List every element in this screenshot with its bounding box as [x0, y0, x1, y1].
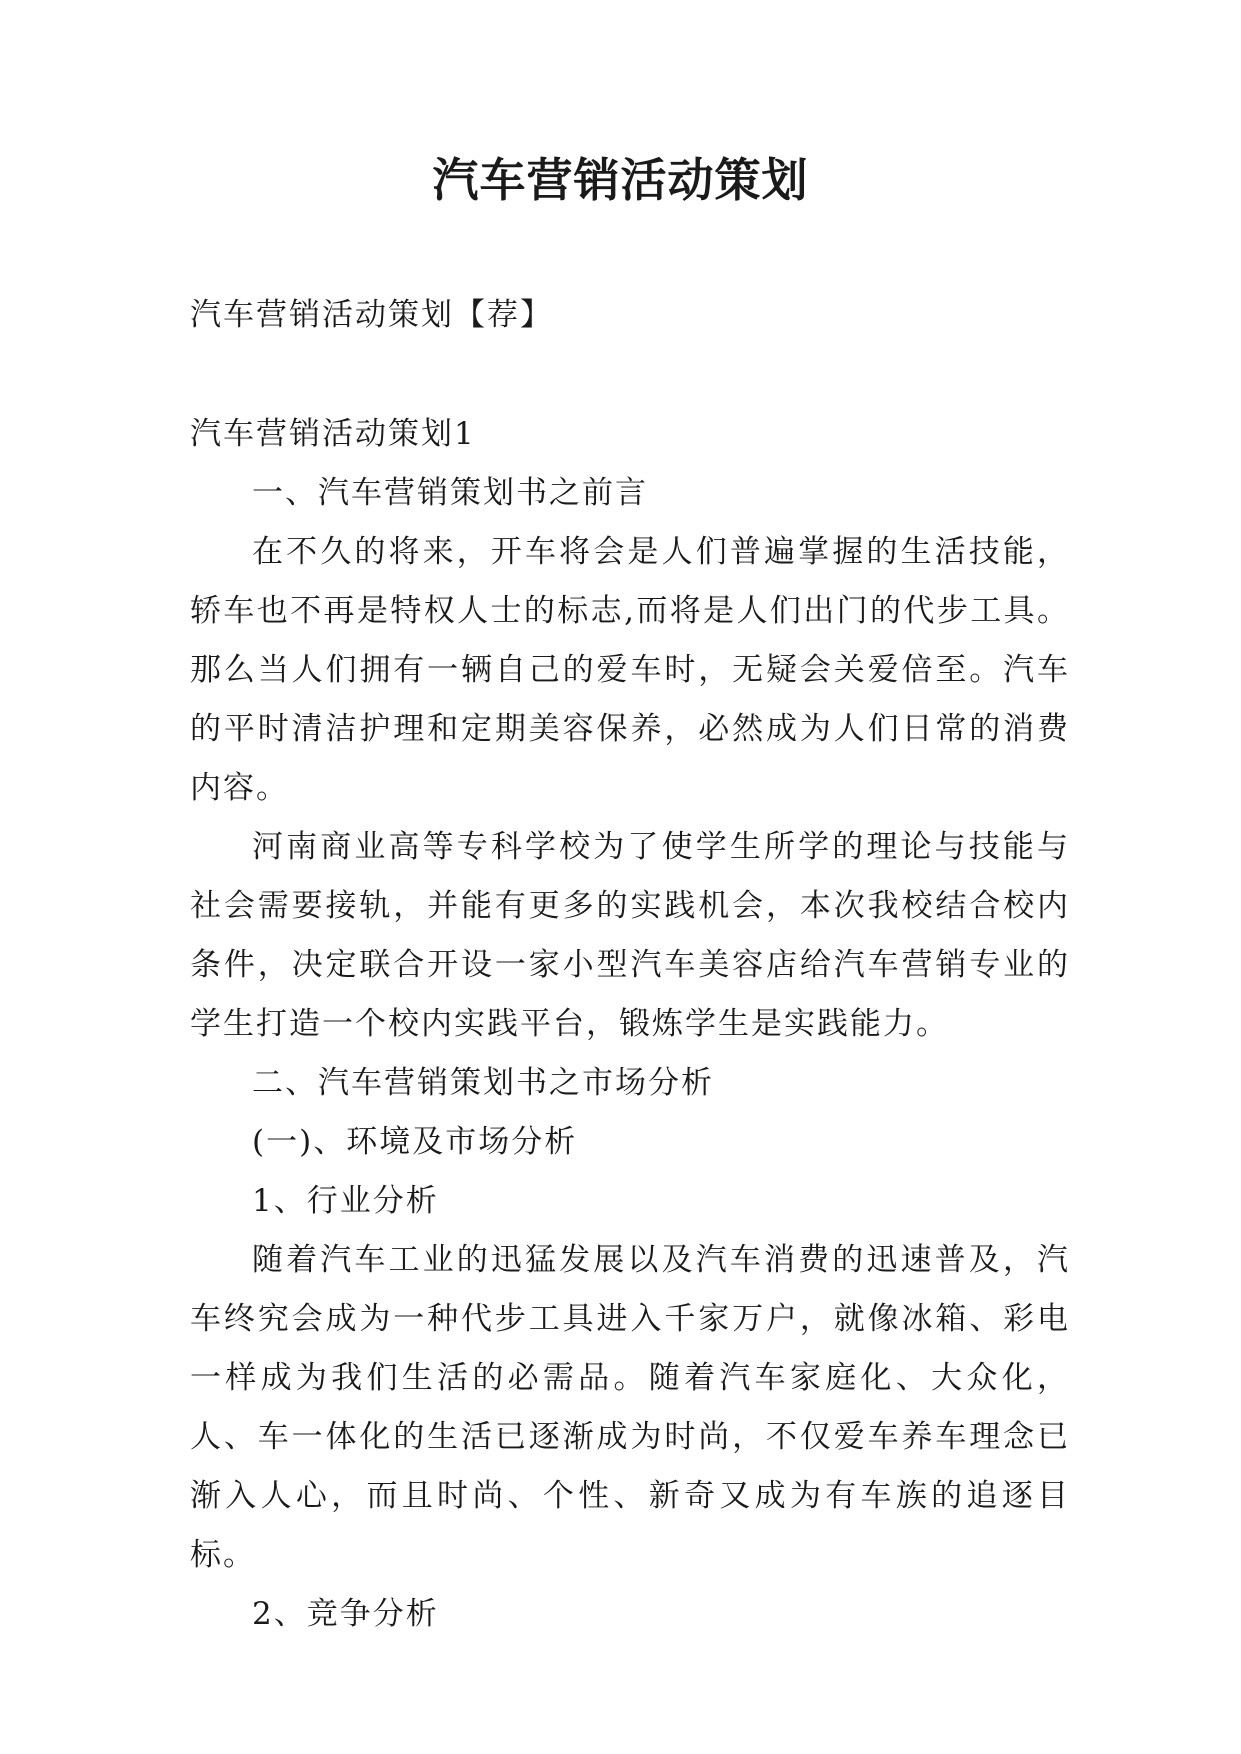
body-paragraph: 河南商业高等专科学校为了使学生所学的理论与技能与社会需要接轨，并能有更多的实践机会，本次我校结合校内条件，决定联合开设一家小型汽车美容店给汽车营销专业的学生打造一个校内实践平台，锻炼学生是实践能力。	[190, 829, 1070, 1042]
section-heading: 汽车营销活动策划1	[190, 416, 476, 452]
subsection-heading: 2、竞争分析	[252, 1596, 439, 1632]
section-heading: 二、汽车营销策划书之市场分析	[252, 1065, 714, 1101]
body-paragraph: 在不久的将来，开车将会是人们普遍掌握的生活技能，轿车也不再是特权人士的标志,而将是人们出门的代步工具。那么当人们拥有一辆自己的爱车时，无疑会关爱倍至。汽车的平时清洁护理和定期美容保养，必然成为人们日常的消费内容。	[190, 534, 1070, 806]
document-body	[190, 286, 1070, 1644]
subsection-heading: 1、行业分析	[252, 1183, 439, 1219]
subsection-heading: (一)、环境及市场分析	[252, 1124, 578, 1160]
section-heading: 一、汽车营销策划书之前言	[252, 475, 648, 511]
document-subtitle: 汽车营销活动策划【荐】	[190, 297, 553, 333]
body-paragraph: 随着汽车工业的迅猛发展以及汽车消费的迅速普及，汽车终究会成为一种代步工具进入千家万户，就像冰箱、彩电一样成为我们生活的必需品。随着汽车家庭化、大众化，人、车一体化的生活已逐渐成为时尚，不仅爱车养车理念已渐入人心，而且时尚、个性、新奇又成为有车族的追逐目标。	[190, 1242, 1070, 1573]
document-title: 汽车营销活动策划	[432, 153, 809, 207]
